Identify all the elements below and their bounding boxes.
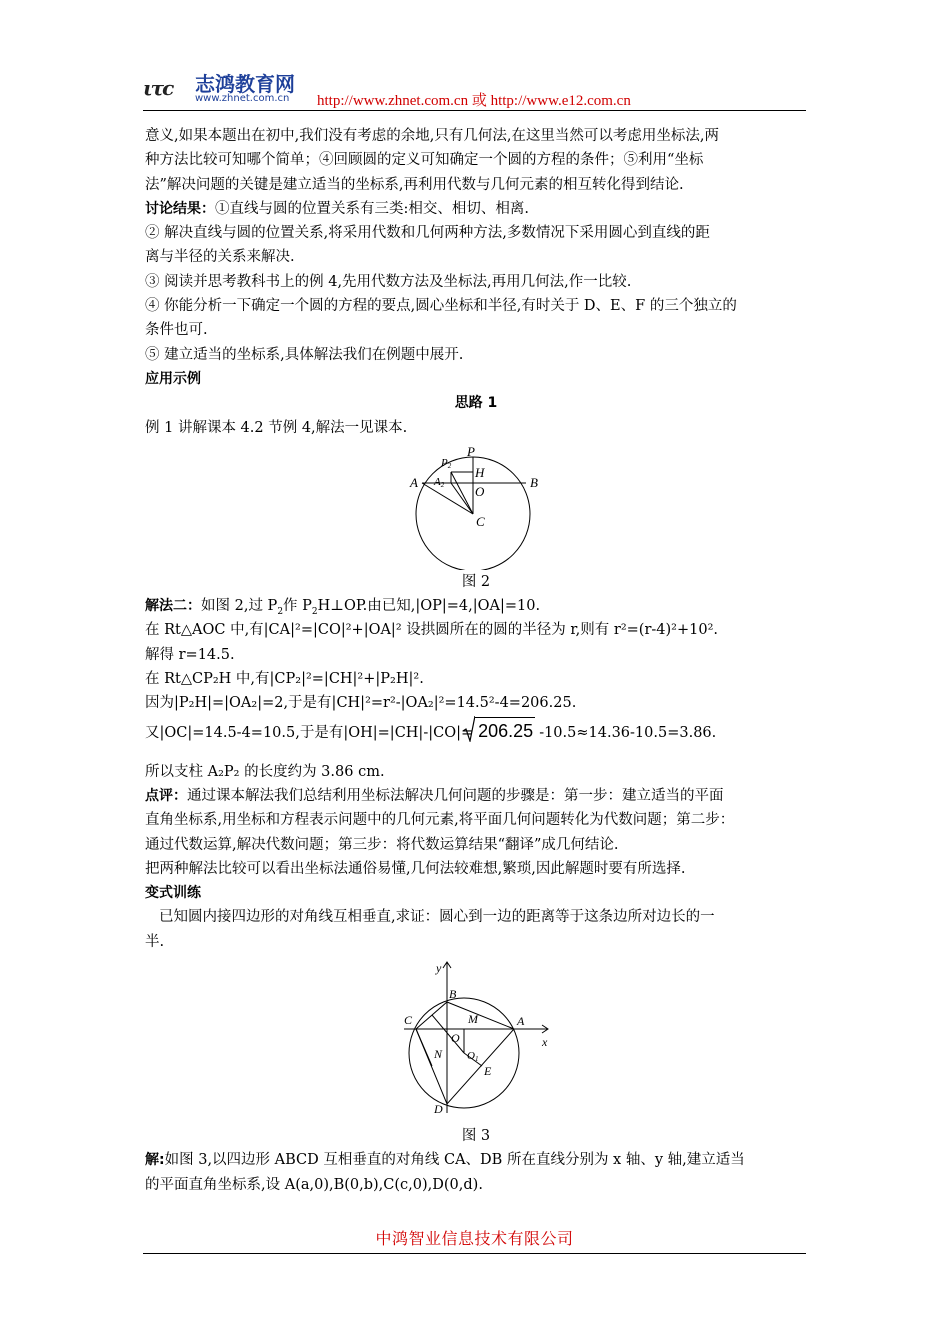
text-line: ④ 你能分析一下确定一个圆的方程的要点,圆心坐标和半径,有时关于 D、E、F 的三个独立的 bbox=[145, 298, 737, 315]
sqrt-sign bbox=[463, 716, 475, 742]
footer-company: 中鸿智业信息技术有限公司 bbox=[375, 1229, 574, 1248]
logo-name: 志鸿教育网 bbox=[195, 72, 295, 96]
text-line: 已知圆内接四边形的对角线互相垂直,求证：圆心到一边的距离等于这条边所对边长的一 bbox=[159, 909, 715, 926]
solution-2-label: 解法二： bbox=[145, 598, 201, 615]
figure-3-cyclic-quadrilateral bbox=[396, 958, 556, 1118]
page-header bbox=[143, 68, 806, 112]
header-links[interactable]: http://www.zhnet.com.cn 或 http://www.e12.com.cn bbox=[317, 93, 631, 109]
text-line: 解得 r=14.5. bbox=[145, 646, 235, 663]
text-line-sqrt: 又|OC|=14.5-4=10.5,于是有|OH|=|CH|-|CO|= 206.25 -10.5≈14.36-10.5=3.86. bbox=[145, 716, 807, 750]
header-divider bbox=[143, 110, 806, 111]
label-a2: A2 bbox=[434, 475, 445, 489]
review-line: 点评：通过课本解法我们总结利用坐标法解决几何问题的步骤是：第一步：建立适当的平面 bbox=[145, 787, 724, 804]
label-y: y bbox=[436, 961, 442, 976]
label-b: B bbox=[449, 987, 457, 1002]
discussion-result bbox=[145, 197, 807, 221]
text-line: 在 Rt△CP₂H 中,有|CP₂|²=|CH|²+|P₂H|². bbox=[145, 671, 424, 688]
text-line: 种方法比较可知哪个简单；④回顾圆的定义可知确定一个圆的方程的条件；⑤利用“坐标 bbox=[145, 152, 704, 169]
logo bbox=[143, 68, 313, 108]
logo-url: www.zhnet.com.cn bbox=[195, 93, 290, 104]
text-line: 离与半径的关系来解决. bbox=[145, 249, 295, 266]
label-e: E bbox=[484, 1064, 492, 1079]
sqrt-expression: 206.25 bbox=[475, 716, 535, 750]
text-line: ② 解决直线与圆的位置关系,将采用代数和几何两种方法,多数情况下采用圆心到直线的距 bbox=[145, 225, 710, 242]
page-footer bbox=[143, 1226, 806, 1254]
solution-label: 解: bbox=[145, 1152, 165, 1169]
label-c: C bbox=[476, 513, 485, 529]
section-heading-variation: 变式训练 bbox=[145, 885, 201, 902]
discussion-text: ①直线与圆的位置关系有三类:相交、相切、相离. bbox=[215, 200, 529, 217]
label-c: C bbox=[404, 1013, 413, 1028]
label-a: A bbox=[517, 1014, 525, 1029]
text-line: 直角坐标系,用坐标和方程表示问题中的几何元素,将平面几何问题转化为代数问题；第二步： bbox=[145, 812, 735, 829]
label-o: O bbox=[475, 483, 485, 499]
figure-3-caption: 图 3 bbox=[461, 1128, 491, 1145]
segment-ca2 bbox=[451, 483, 473, 514]
text-line: 条件也可. bbox=[145, 322, 208, 339]
solution-line: 解:如图 3,以四边形 ABCD 互相垂直的对角线 CA、DB 所在直线分别为 x 轴、y 轴,建立适当 bbox=[145, 1152, 745, 1169]
text-line: 在 Rt△AOC 中,有|CA|²=|CO|²+|OA|² 设拱圆所在的圆的半径为 r,则有 r²=(r-4)²+10². bbox=[145, 622, 719, 639]
label-p: P bbox=[467, 443, 475, 459]
label-m: M bbox=[468, 1012, 478, 1027]
quadrilateral-abcd bbox=[416, 1002, 514, 1104]
text-line: 所以支柱 A₂P₂ 的长度约为 3.86 cm. bbox=[145, 763, 385, 780]
example-line: 例 1 讲解课本 4.2 节例 4,解法一见课本. bbox=[145, 419, 408, 436]
section-heading-idea: 思路 1 bbox=[454, 395, 498, 412]
text-line: 通过代数运算,解决代数问题；第三步：将代数运算结果“翻译”成几何结论. bbox=[145, 836, 619, 853]
segment-cn bbox=[416, 1029, 432, 1066]
text-line: ③ 阅读并思考教科书上的例 4,先用代数方法及坐标法,再用几何法,作一比较. bbox=[145, 273, 632, 290]
label-h: H bbox=[475, 464, 485, 480]
text-line: ⑤ 建立适当的坐标系,具体解法我们在例题中展开. bbox=[145, 346, 464, 363]
figure-2-caption: 图 2 bbox=[461, 573, 491, 590]
label-p2: P2 bbox=[441, 456, 452, 470]
text-line: 意义,如果本题出在初中,我们没有考虑的余地,只有几何法,在这里当然可以考虑用坐标法,两 bbox=[145, 128, 720, 144]
review-label: 点评： bbox=[145, 787, 187, 804]
solution-2-line: 解法二：如图 2,过 $P_2$作 $P_2H\perp OP$.由已知,|OP|=4,|OA|=10. bbox=[145, 598, 541, 618]
label-n: N bbox=[434, 1047, 443, 1062]
label-d: D bbox=[434, 1102, 443, 1117]
section-heading-apply: 应用示例 bbox=[145, 370, 201, 387]
label-o1: O1 bbox=[467, 1050, 479, 1064]
text-line: 的平面直角坐标系,设 A(a,0),B(0,b),C(c,0),D(0,d). bbox=[145, 1176, 483, 1193]
logo-mark: ιτc bbox=[143, 76, 173, 100]
discussion-label: 讨论结果： bbox=[145, 200, 215, 217]
label-b: B bbox=[530, 474, 538, 490]
text-line: 半. bbox=[145, 933, 165, 950]
document-body bbox=[145, 124, 807, 1197]
text-line: 因为|P₂H|=|OA₂|=2,于是有|CH|²=r²-|OA₂|²=14.5²-4=206.25. bbox=[145, 695, 577, 712]
figure-2-circle-arch bbox=[406, 444, 546, 570]
label-a: A bbox=[410, 474, 418, 490]
label-x: x bbox=[542, 1035, 548, 1050]
text-line: 法”解决问题的关键是建立适当的坐标系,再利用代数与几何元素的相互转化得到结论. bbox=[145, 176, 684, 193]
footer-divider bbox=[143, 1253, 806, 1254]
label-o: O bbox=[451, 1031, 460, 1046]
text-line: 把两种解法比较可以看出坐标法通俗易懂,几何法较难想,繁琐,因此解题时要有所选择. bbox=[145, 860, 686, 877]
